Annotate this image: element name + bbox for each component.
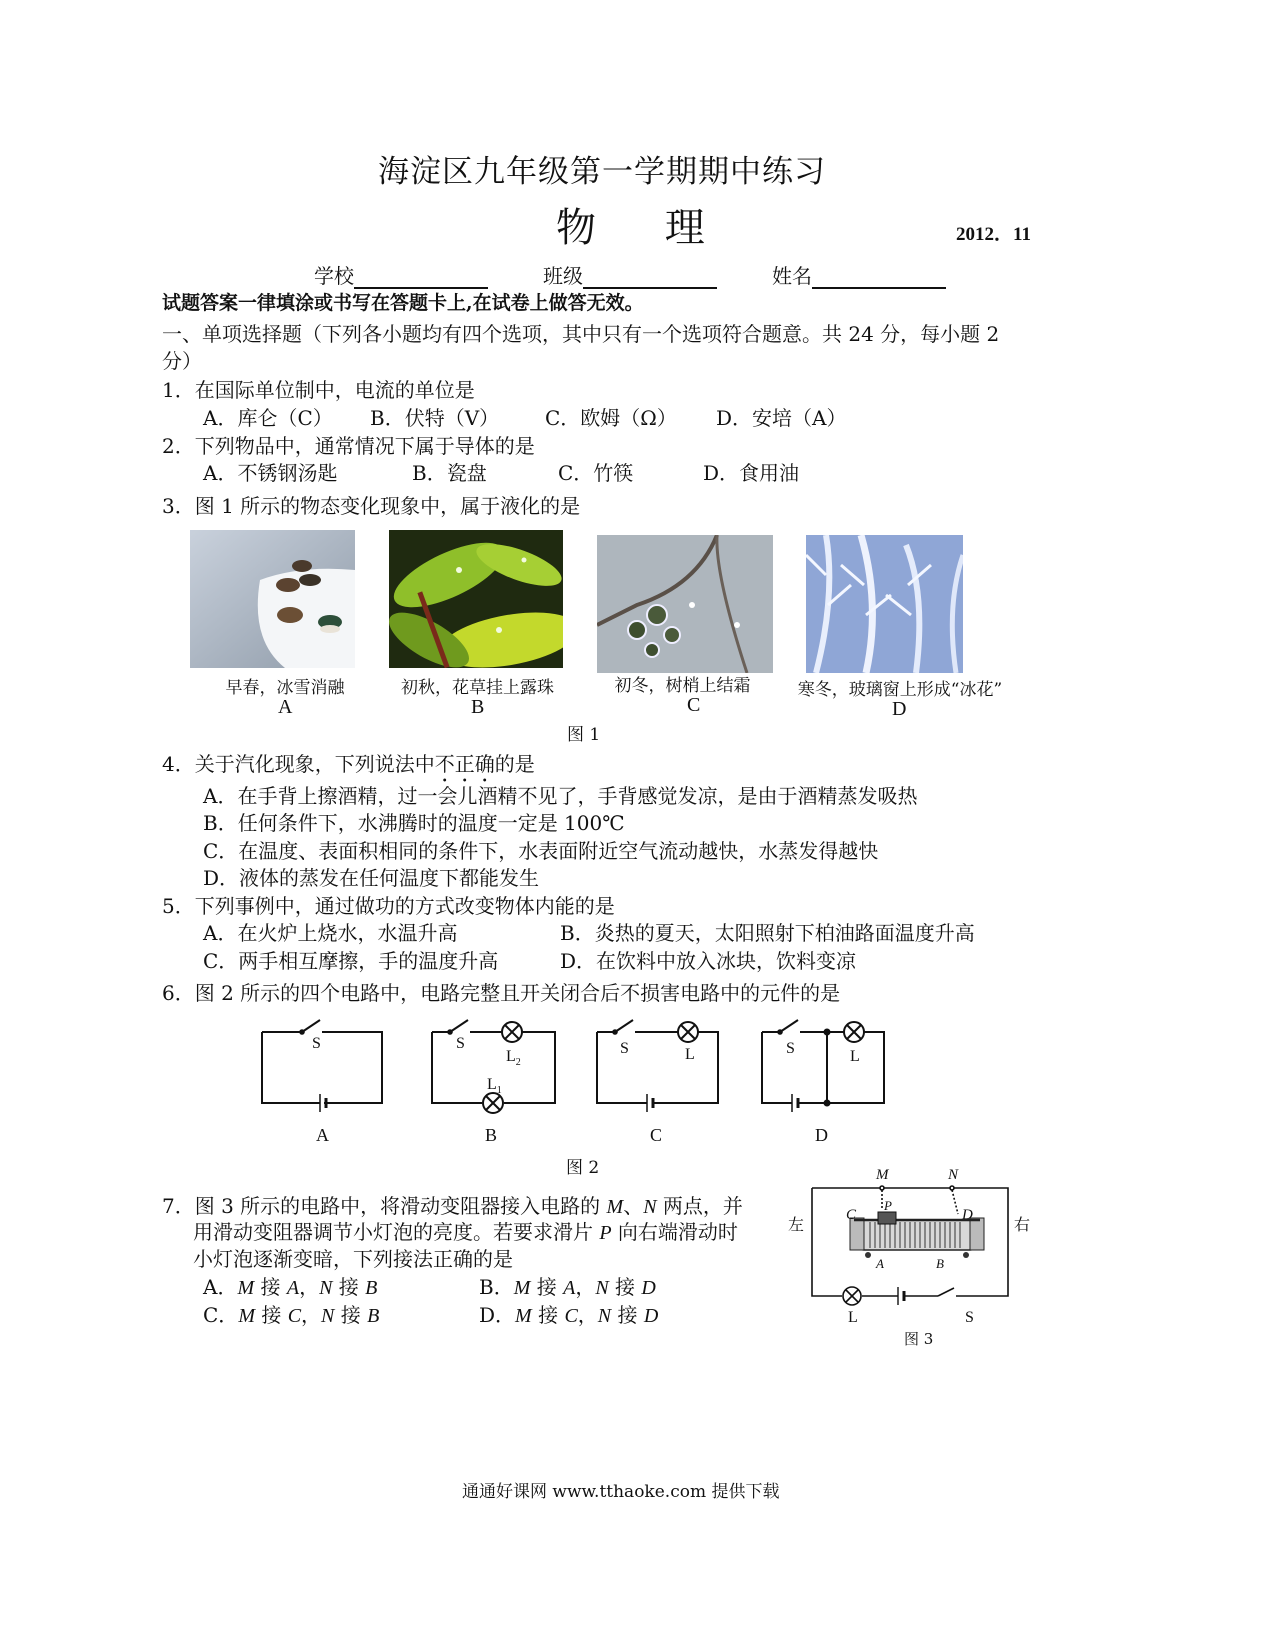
school-label: 学校 <box>314 264 354 288</box>
circuit-d-switch-label: S <box>786 1040 795 1057</box>
lamp2-letter: L <box>506 1048 516 1065</box>
terminal-c-label: C <box>846 1207 857 1223</box>
figure-2-label: 图 2 <box>566 1158 600 1178</box>
figure-1-label: 图 1 <box>567 725 601 745</box>
q1-option-d: D．安培（A） <box>716 406 847 430</box>
var-m: M <box>238 1305 255 1327</box>
terminal-a-label: A <box>876 1256 884 1271</box>
var-n: N <box>595 1277 609 1299</box>
q4-option-b: B．任何条件下，水沸腾时的温度一定是 100℃ <box>203 811 625 835</box>
var-m: M <box>515 1305 532 1327</box>
q7-var-p: P <box>599 1222 612 1244</box>
class-label: 班级 <box>543 264 583 288</box>
q7-option-c <box>203 1299 379 1328</box>
class-blank <box>583 267 717 289</box>
option-text: ， <box>299 1275 320 1299</box>
q4-stem-emphasis: 不正确 <box>434 752 495 776</box>
option-text: 接 <box>611 1303 644 1327</box>
q2-stem: 2．下列物品中，通常情况下属于导体的是 <box>162 434 535 458</box>
terminal-m-label: M <box>876 1167 889 1183</box>
var-y: B <box>365 1277 378 1299</box>
q5-option-c: C．两手相互摩擦，手的温度升高 <box>203 949 499 973</box>
q7-stem-line2 <box>193 1216 738 1245</box>
caption-b: 初秋，花草挂上露珠 <box>401 678 554 698</box>
q1-option-a: A．库仑（C） <box>203 406 333 430</box>
circuit-c-switch-label: S <box>620 1040 629 1057</box>
var-m: M <box>513 1277 531 1299</box>
var-x: C <box>564 1305 578 1327</box>
name-field <box>772 260 946 289</box>
caption-d: 寒冬，玻璃窗上形成“冰花” <box>797 680 1003 700</box>
left-side-label: 左 <box>788 1215 805 1234</box>
name-label: 姓名 <box>772 264 812 288</box>
terminal-d-label: D <box>962 1207 973 1223</box>
circuit-c-lamp-label: L <box>685 1046 695 1063</box>
q3-stem: 3．图 1 所示的物态变化现象中，属于液化的是 <box>162 494 581 518</box>
footer-source: 通通好课网 www.tthaoke.com 提供下载 <box>462 1482 780 1502</box>
class-field <box>543 260 717 289</box>
photo-frost-branch <box>597 535 773 673</box>
q4-option-a: A．在手背上擦酒精，过一会儿酒精不见了，手背感觉发凉，是由于酒精蒸发吸热 <box>203 784 918 808</box>
q2-option-a: A．不锈钢汤匙 <box>203 461 338 485</box>
var-n: N <box>321 1305 335 1327</box>
q4-option-d: D．液体的蒸发在任何温度下都能发生 <box>203 866 540 890</box>
circuit-b-lamp2-label <box>506 1048 521 1068</box>
exam-title: 海淀区九年级第一学期期中练习 <box>378 154 826 190</box>
photo-dew-leaves <box>389 530 563 668</box>
q7-option-a <box>203 1271 377 1300</box>
var-x: A <box>286 1277 300 1299</box>
lamp1-subscript: 1 <box>496 1085 502 1096</box>
name-blank <box>812 267 946 289</box>
section-heading-cont: 分） <box>162 349 202 373</box>
option-text: ， <box>575 1275 596 1299</box>
terminal-n-label: N <box>948 1167 959 1183</box>
q7-var-m: M <box>606 1196 624 1218</box>
photo-letter-a: A <box>278 696 293 718</box>
var-y: D <box>641 1277 656 1299</box>
q7-sep: 、 <box>623 1194 644 1218</box>
q1-option-b: B．伏特（V） <box>370 406 500 430</box>
q6-stem: 6．图 2 所示的四个电路中，电路完整且开关闭合后不损害电路中的元件的是 <box>162 981 841 1005</box>
exam-date: 2012．11 <box>956 224 1031 245</box>
q7-stem-line1 <box>162 1190 743 1219</box>
var-n: N <box>319 1277 333 1299</box>
q4-stem-suffix: 的是 <box>494 752 535 776</box>
section-heading: 一、单项选择题（下列各小题均有四个选项，其中只有一个选项符合题意。共 24 分，每小题 2 <box>162 322 1000 346</box>
caption-a: 早春，冰雪消融 <box>225 678 345 698</box>
option-prefix: B． <box>479 1275 514 1299</box>
q5-option-b: B．炎热的夏天，太阳照射下柏油路面温度升高 <box>560 921 975 945</box>
option-text: 接 <box>608 1275 642 1299</box>
var-x: C <box>287 1305 302 1327</box>
figure-2-circuits <box>250 1010 900 1150</box>
q2-option-c: C．竹筷 <box>558 461 634 485</box>
option-text: ， <box>577 1303 598 1327</box>
school-field <box>314 260 488 289</box>
photo-letter-d: D <box>892 698 907 720</box>
var-y: D <box>643 1305 659 1327</box>
photo-letter-c: C <box>687 694 701 716</box>
q1-option-c: C．欧姆（Ω） <box>545 406 677 430</box>
option-prefix: A． <box>203 1275 238 1299</box>
option-text: 接 <box>254 1275 287 1299</box>
option-prefix: C． <box>203 1303 239 1327</box>
q7-var-n: N <box>643 1196 657 1218</box>
q5-option-a: A．在火炉上烧水，水温升高 <box>203 921 458 945</box>
option-text: 接 <box>332 1275 366 1299</box>
lamp-l-label: L <box>848 1309 858 1326</box>
slider-p <box>878 1212 896 1224</box>
option-text: 接 <box>531 1303 565 1327</box>
circuit-a <box>262 1020 382 1112</box>
lamp1-letter: L <box>487 1076 497 1093</box>
q1-stem: 1．在国际单位制中，电流的单位是 <box>162 378 475 402</box>
circuit-d-lamp-label: L <box>850 1048 860 1065</box>
terminal-b-label: B <box>936 1256 944 1271</box>
circuit-b <box>432 1020 555 1113</box>
q7-text: 7．图 3 所示的电路中，将滑动变阻器接入电路的 <box>162 1194 607 1218</box>
q7-text: 向右端滑动时 <box>611 1220 738 1244</box>
caption-c: 初冬，树梢上结霜 <box>614 676 751 696</box>
notice: 试题答案一律填涂或书写在答题卡上,在试卷上做答无效。 <box>162 292 644 314</box>
photo-melting-snow <box>190 530 355 668</box>
circuit-b-switch-label: S <box>456 1035 465 1052</box>
q7-option-b <box>479 1271 656 1300</box>
var-m: M <box>237 1277 255 1299</box>
var-x: A <box>563 1277 576 1299</box>
circuit-letter-d: D <box>815 1125 828 1145</box>
photo-letter-b: B <box>471 696 485 718</box>
circuit-letter-b: B <box>485 1125 498 1145</box>
q2-option-b: B．瓷盘 <box>412 461 487 485</box>
q4-stem-prefix: 4．关于汽化现象，下列说法中 <box>162 752 435 776</box>
right-side-label: 右 <box>1014 1215 1031 1234</box>
q5-option-d: D．在饮料中放入冰块，饮料变凉 <box>560 949 857 973</box>
slider-p-label: P <box>884 1198 892 1213</box>
option-text: ， <box>301 1303 322 1327</box>
circuit-c <box>597 1020 718 1112</box>
q5-stem: 5．下列事例中，通过做功的方式改变物体内能的是 <box>162 894 615 918</box>
option-text: 接 <box>334 1303 368 1327</box>
circuit-a-switch-label: S <box>312 1035 321 1052</box>
var-n: N <box>597 1305 612 1327</box>
option-text: 接 <box>530 1275 564 1299</box>
circuit-letter-a: A <box>316 1125 329 1145</box>
subject-title: 物 理 <box>556 205 733 251</box>
circuit-letter-c: C <box>650 1125 663 1145</box>
q7-text: 两点，并 <box>656 1194 743 1218</box>
q4-option-c: C．在温度、表面积相同的条件下，水表面附近空气流动越快，水蒸发得越快 <box>203 839 879 863</box>
photo-ice-flowers <box>806 535 963 673</box>
school-blank <box>354 267 488 289</box>
var-y: B <box>367 1305 380 1327</box>
circuit-d <box>762 1020 884 1112</box>
figure-3-rheostat-circuit <box>780 1162 1040 1352</box>
q7-stem-line3: 小灯泡逐渐变暗，下列接法正确的是 <box>193 1247 513 1271</box>
q2-option-d: D．食用油 <box>703 461 800 485</box>
switch-s-label: S <box>965 1309 974 1326</box>
q7-text: 用滑动变阻器调节小灯泡的亮度。若要求滑片 <box>193 1220 600 1244</box>
q7-option-d <box>479 1299 658 1328</box>
option-prefix: D． <box>479 1303 516 1327</box>
lamp2-subscript: 2 <box>515 1057 521 1068</box>
figure-3-label: 图 3 <box>904 1330 934 1348</box>
option-text: 接 <box>254 1303 288 1327</box>
